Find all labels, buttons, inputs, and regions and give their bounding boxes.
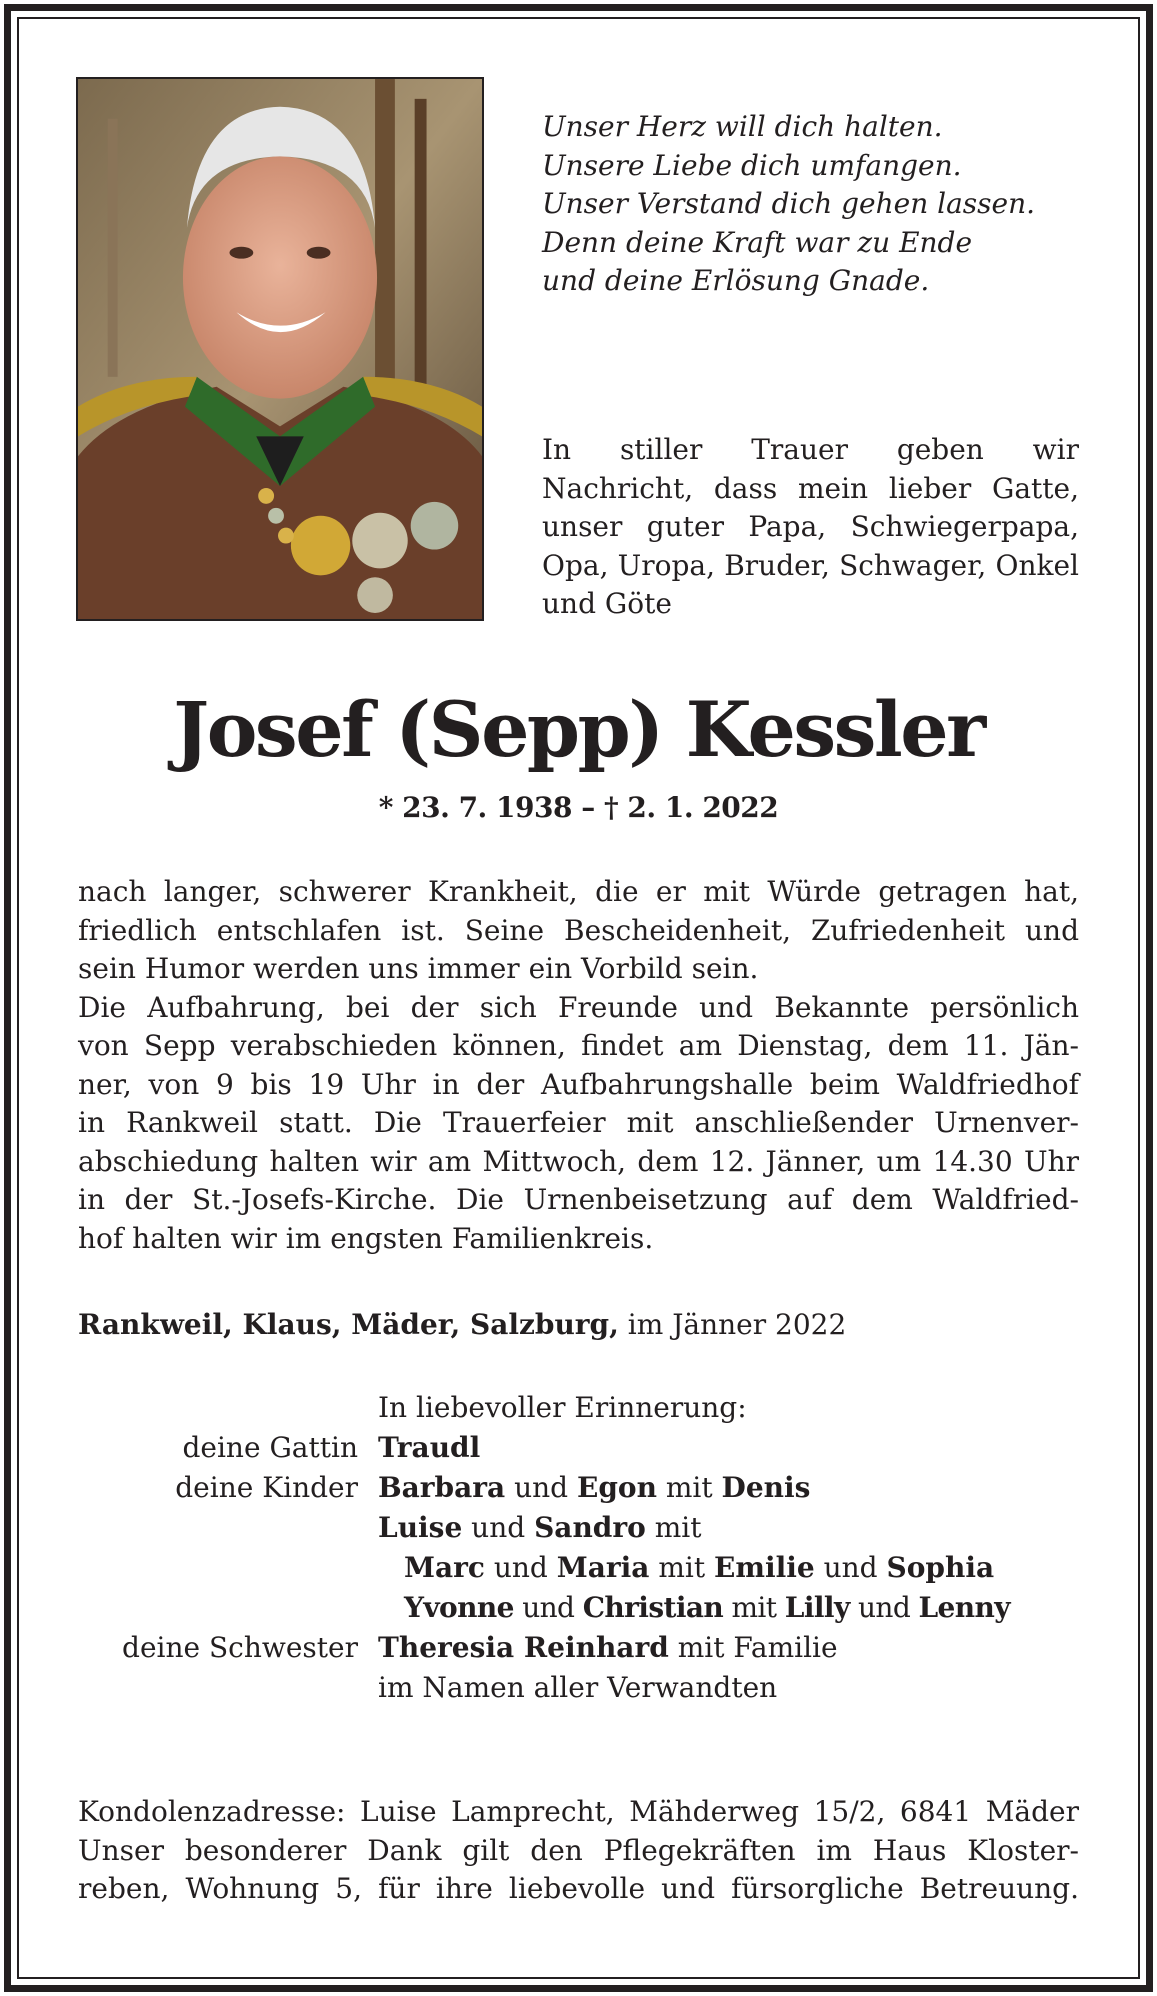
body-line: in der St.-Josefs-Kirche. Die Urnenbeisetzung auf dem Waldfried- [78, 1183, 1079, 1216]
body-line: von Sepp verabschieden können, findet am Dienstag, dem 11. Jän- [78, 1029, 1079, 1062]
towns: Rankweil, Klaus, Mäder, Salzburg, [78, 1308, 619, 1341]
intro-text: In stiller Trauer geben wir Nachricht, dass mein lieber Gatte, unser guter Papa, Schwiegerpapa, Opa, Uropa, Bruder, Schwager, Onkel und Göte [542, 433, 1079, 620]
body-line: hof halten wir im engsten Familienkreis. [78, 1221, 654, 1255]
body-line: abschiedung halten wir am Mittwoch, dem 12. Jänner, um 14.30 Uhr [78, 1144, 1079, 1178]
family-name: Marc [404, 1551, 485, 1584]
family-name: Traudl [378, 1431, 481, 1464]
poem-line: Unser Verstand dich gehen lassen. [542, 187, 1036, 220]
family-list [78, 1388, 1088, 1708]
body-line: Die Aufbahrung, bei der sich Freunde und Bekannte persönlich [78, 990, 1079, 1024]
places-date-line [78, 1307, 846, 1343]
family-name: Egon [577, 1471, 657, 1504]
connector-word: und [857, 1591, 911, 1624]
family-name: Lilly [784, 1591, 850, 1624]
relation-label: deine Gattin [182, 1431, 358, 1464]
body-line: sein Humor werden uns immer ein Vorbild sein. [78, 952, 759, 985]
connector-word: mit Familie [677, 1631, 838, 1664]
family-row-sister [78, 1628, 1088, 1668]
thanks-line: Unser besonderer Dank gilt den Pflegekräften im Haus Kloster- [78, 1833, 1079, 1867]
connector-word: und [493, 1551, 548, 1584]
family-heading: In liebevoller Erinnerung: [378, 1391, 747, 1424]
family-name: Luise [378, 1511, 463, 1544]
life-dates: * 23. 7. 1938 – † 2. 1. 2022 [378, 791, 779, 824]
family-name: Lenny [918, 1591, 1010, 1624]
family-name: Theresia Reinhard [378, 1631, 669, 1664]
connector-word: und [823, 1551, 878, 1584]
family-row-wife [78, 1428, 1088, 1468]
place-date: im Jänner 2022 [618, 1308, 847, 1341]
portrait-photo [76, 77, 484, 621]
footer-text [78, 1793, 1079, 1909]
body-line: ner, von 9 bis 19 Uhr in der Aufbahrungshalle beim Waldfriedhof [78, 1067, 1079, 1101]
poem [542, 108, 1102, 301]
family-name: Emilie [714, 1551, 815, 1584]
connector-word: und [471, 1511, 526, 1544]
connector-word: mit [654, 1511, 702, 1544]
family-row-child2 [78, 1508, 1088, 1548]
poem-line: Unser Herz will dich halten. [542, 110, 943, 143]
family-row-relatives [78, 1668, 1088, 1708]
relatives-line: im Namen aller Verwandten [378, 1671, 778, 1704]
family-name: Yvonne [404, 1591, 514, 1624]
connector-word: mit [658, 1551, 706, 1584]
family-name: Maria [556, 1551, 650, 1584]
relation-label: deine Kinder [175, 1471, 358, 1504]
connector-word: und [514, 1471, 569, 1504]
family-heading-row [78, 1388, 1088, 1428]
family-name: Sophia [886, 1551, 995, 1584]
connector-word: und [522, 1591, 575, 1624]
family-row-grand1 [78, 1548, 1088, 1588]
family-name: Sandro [534, 1511, 646, 1544]
body-line: in Rankweil statt. Die Trauerfeier mit anschließender Urnenver- [78, 1106, 1079, 1139]
connector-word: mit [665, 1471, 713, 1504]
body-line: nach langer, schwerer Krankheit, die er mit Würde getragen hat, [78, 875, 1079, 908]
poem-line: und deine Erlösung Gnade. [542, 264, 930, 297]
family-name: Denis [721, 1471, 811, 1504]
condolence-address: Kondolenzadresse: Luise Lamprecht, Mähderweg 15/2, 6841 Mäder [78, 1795, 1079, 1828]
family-row-children [78, 1468, 1088, 1508]
announcement-body [78, 873, 1079, 1258]
poem-line: Denn deine Kraft war zu Ende [542, 225, 973, 259]
poem-line: Unsere Liebe dich umfangen. [542, 148, 962, 182]
deceased-name: Josef (Sepp) Kessler [173, 685, 984, 774]
family-row-grand2 [78, 1588, 1088, 1628]
family-name: Barbara [378, 1471, 506, 1504]
thanks-line: reben, Wohnung 5, für ihre liebevolle und fürsorgliche Betreuung. [78, 1872, 1079, 1905]
relation-label: deine Schwester [122, 1631, 358, 1664]
body-line: friedlich entschlafen ist. Seine Bescheidenheit, Zufriedenheit und [78, 913, 1079, 947]
family-name: Christian [582, 1591, 724, 1624]
connector-word: mit [731, 1591, 777, 1624]
